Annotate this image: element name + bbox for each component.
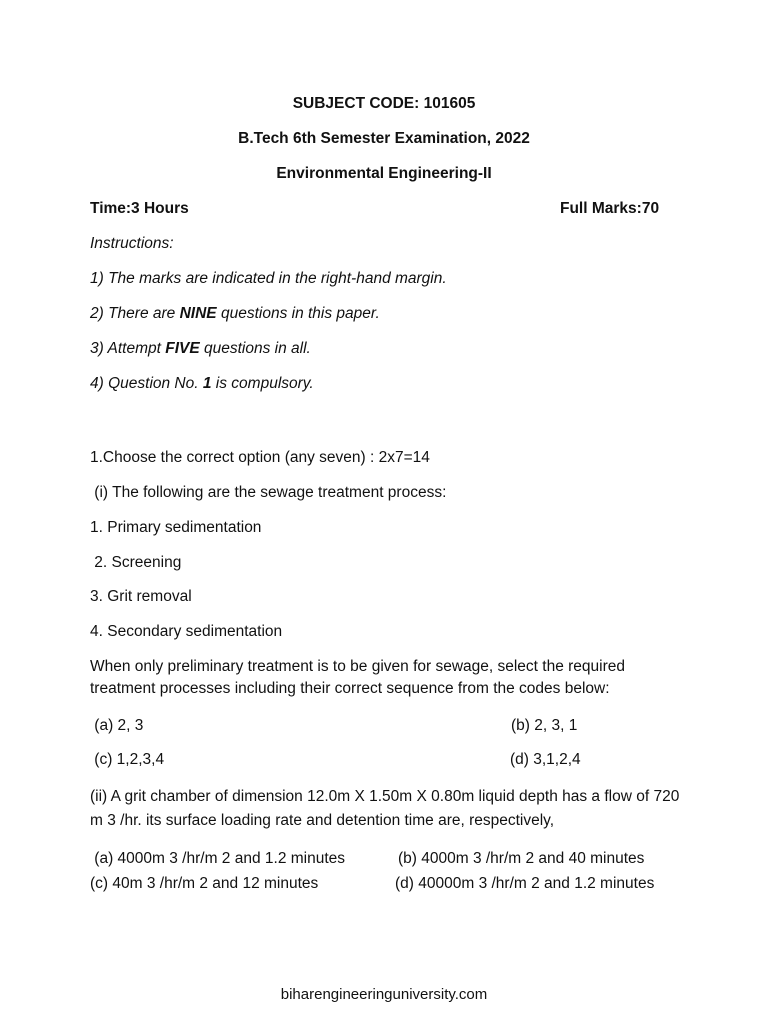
instructions-title: Instructions: <box>90 235 174 252</box>
list-item: 3. Grit removal <box>90 588 192 605</box>
option-d: (d) 3,1,2,4 <box>510 751 581 768</box>
exam-title: B.Tech 6th Semester Examination, 2022 <box>238 130 530 147</box>
instruction-4-pre: 4) Question No. <box>90 375 203 392</box>
option-b: (b) 2, 3, 1 <box>511 717 578 734</box>
list-item: 1. Primary sedimentation <box>90 519 262 536</box>
instruction-2-bold: NINE <box>179 305 217 322</box>
instruction-3-bold: FIVE <box>165 340 200 357</box>
instruction-2-post: questions in this paper. <box>216 305 380 322</box>
option-a: (a) 2, 3 <box>90 717 144 734</box>
question-1-stem: When only preliminary treatment is to be given for sewage, select the required treatment processes including their correct sequence from the codes below: <box>90 658 626 697</box>
option-c: (c) 1,2,3,4 <box>90 751 165 768</box>
list-item: 4. Secondary sedimentation <box>90 623 283 640</box>
footer-site: biharengineeringuniversity.com <box>280 986 488 1003</box>
question-1-part-i: (i) The following are the sewage treatment process: <box>90 484 447 501</box>
time-label: Time:3 Hours <box>90 200 189 217</box>
part-ii-option-d: (d) 40000m 3 /hr/m 2 and 1.2 minutes <box>395 875 655 892</box>
question-1-heading: 1.Choose the correct option (any seven) : 2x7=14 <box>90 449 430 466</box>
instruction-4-bold: 1 <box>202 375 212 392</box>
instruction-3-pre: 3) Attempt <box>90 340 166 357</box>
full-marks-label: Full Marks:70 <box>560 200 660 217</box>
question-1-part-ii: (ii) A grit chamber of dimension 12.0m X 1.50m X 0.80m liquid depth has a flow of 720 m 3 /hr. its surface loading rate and detention time are, respectively, <box>90 788 680 829</box>
instruction-3-post: questions in all. <box>199 340 311 357</box>
instruction-2 <box>90 304 380 324</box>
list-item: 2. Screening <box>90 554 182 571</box>
part-ii-option-b: (b) 4000m 3 /hr/m 2 and 40 minutes <box>398 850 645 867</box>
part-ii-option-a: (a) 4000m 3 /hr/m 2 and 1.2 minutes <box>90 850 346 867</box>
instruction-4-post: is compulsory. <box>211 375 314 392</box>
subject-code: SUBJECT CODE: 101605 <box>292 95 476 112</box>
instruction-1: 1) The marks are indicated in the right-hand margin. <box>90 270 447 287</box>
instruction-4 <box>90 374 314 394</box>
part-ii-option-c: (c) 40m 3 /hr/m 2 and 12 minutes <box>90 875 319 892</box>
instruction-2-pre: 2) There are <box>90 305 180 322</box>
subject-title: Environmental Engineering-II <box>276 165 492 182</box>
instruction-3 <box>90 339 311 359</box>
